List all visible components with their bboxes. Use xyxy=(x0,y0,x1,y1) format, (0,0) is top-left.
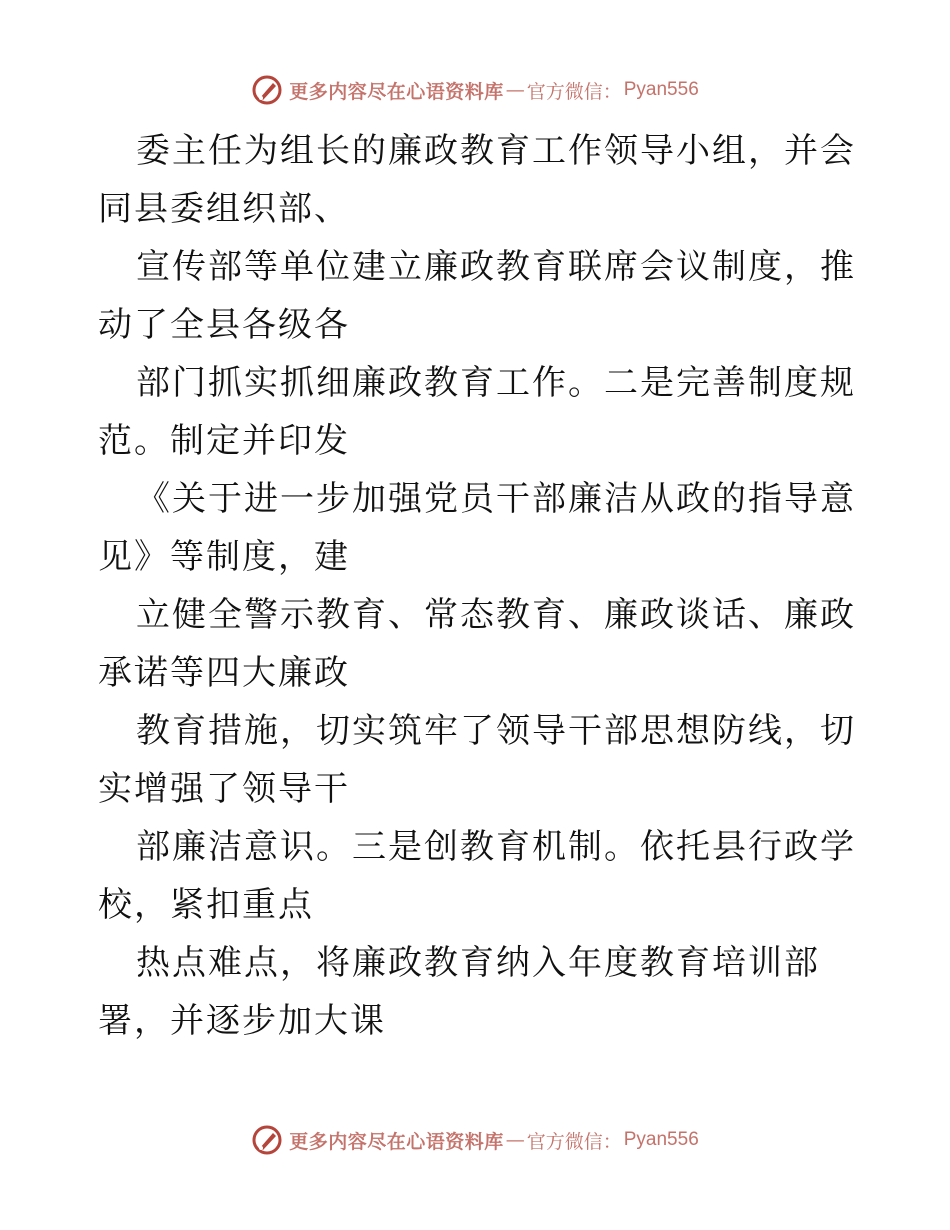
paragraph: 宣传部等单位建立廉政教育联席会议制度，推动了全县各级各 xyxy=(98,247,856,345)
paragraph: 教育措施，切实筑牢了领导干部思想防线，切实增强了领导干 xyxy=(98,711,856,809)
banner-separator: — xyxy=(505,79,525,101)
banner-title: 更多内容尽在心语资料库 xyxy=(289,80,504,103)
pen-logo-icon xyxy=(251,74,283,106)
banner-wechat-id: Pyan556 xyxy=(623,1129,699,1150)
paragraph: 部廉洁意识。三是创教育机制。依托县行政学校，紧扣重点 xyxy=(98,827,856,925)
paragraph: 《关于进一步加强党员干部廉洁从政的指导意见》等制度，建 xyxy=(98,479,856,577)
paragraph: 热点难点，将廉政教育纳入年度教育培训部署，并逐步加大课 xyxy=(98,943,820,1041)
banner-wechat-label: 官方微信： xyxy=(526,1130,622,1153)
banner-wechat-id: Pyan556 xyxy=(623,79,699,100)
paragraph: 部门抓实抓细廉政教育工作。二是完善制度规范。制定并印发 xyxy=(98,363,856,461)
banner-wechat-label: 官方微信： xyxy=(526,80,622,103)
paragraph: 委主任为组长的廉政教育工作领导小组，并会同县委组织部、 xyxy=(98,131,856,229)
document-body xyxy=(98,122,858,1050)
banner-title: 更多内容尽在心语资料库 xyxy=(289,1130,504,1153)
footer-banner xyxy=(0,1122,950,1158)
pen-logo-icon xyxy=(251,1124,283,1156)
paragraph: 立健全警示教育、常态教育、廉政谈话、廉政承诺等四大廉政 xyxy=(98,595,856,693)
header-banner xyxy=(0,72,950,108)
banner-separator: — xyxy=(505,1129,525,1151)
